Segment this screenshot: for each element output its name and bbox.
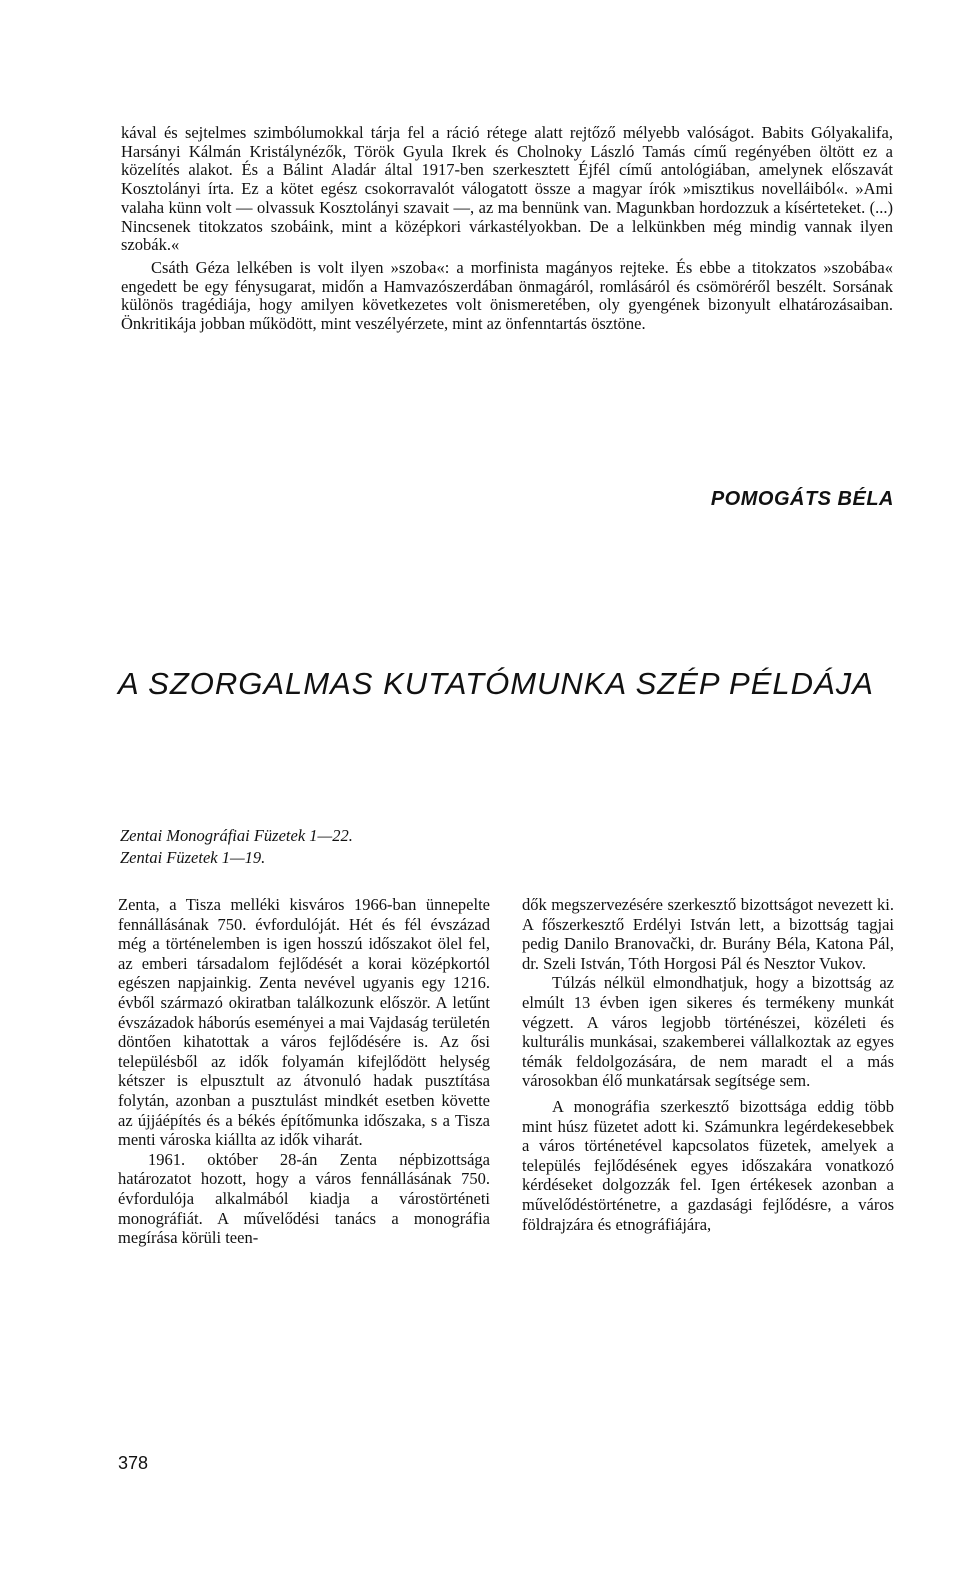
left-column (118, 895, 490, 1248)
source-line-2: Zentai Füzetek 1—19. (120, 848, 266, 867)
intro-paragraph-2: Csáth Géza lelkében is volt ilyen »szoba«: a morfinista magányos rejteke. És ebbe a titokzatos »szobába« engedett be egy fénysugarat, midőn a Hamvazószerdában önmagáról, romlásáról és csömöréről beszélt. Sorsának különös tragédiája, hogy amilyen következetes volt önismeretében, oly gyengének bizonyult elhatározásaiban. Önkritikája jobban működött, mint veszélyérzete, mint az önfenntartás ösztöne. (121, 257, 893, 334)
right-paragraph-1: dők megszervezésére szerkesztő bizottságot nevezett ki. A főszerkesztő Erdélyi István lett, a bizottság tagjai pedig Danilo Branovački, dr. Burány Béla, Katona Pál, dr. Szeli István, Tóth Horgosi Pál és Nesztor Vukov. (522, 895, 894, 973)
intro-text (121, 124, 893, 334)
left-paragraph-1: Zenta, a Tisza melléki kisváros 1966-ban ünnepelte fennállásának 750. évfordulóját. Hét és fél évszázad még a történelemben is igen hosszú időszakot ölel fel, az emberi társadalom fejlődését a korai középkortól egészen napjainkig. Zenta nevével ugyanis egy 1216. évből származó okiratban találkozunk először. A letűnt évszázadok háborús eseményei a mai Vajdaság területén döntően kihatottak a város fejlődésére is. Az ősi településből az idők folyamán kifejlődött helység kétszer is elpusztult az átvonuló hadak pusztítása folytán, azonban a pusztulást mindkét esetben követte az újjáépítés és a békés építőmunka időszaka, s a Tisza menti városka kiállta az idők viharát. (118, 895, 490, 1150)
page-number: 378 (118, 1453, 149, 1473)
article-title: A SZORGALMAS KUTATÓMUNKA SZÉP PÉLDÁJA (118, 666, 874, 701)
author-signature: POMOGÁTS BÉLA (710, 488, 894, 510)
source-line-1: Zentai Monográfiai Füzetek 1—22. (120, 826, 353, 845)
source-citation (120, 825, 620, 869)
right-paragraph-2: Túlzás nélkül elmondhatjuk, hogy a bizottság az elmúlt 13 évben igen sikeres és termékeny munkát végzett. A város legjobb történészei, közéleti és kulturális munkásai, szakemberei vállalkoztak az egyes témák feldolgozására, de nem maradt el a más városokban élő munkatársak segítsége sem. (522, 973, 894, 1091)
right-column (522, 895, 894, 1234)
right-paragraph-3: A monográfia szerkesztő bizottsága eddig több mint húsz füzetet adott ki. Számunkra legérdekesebbek a város történetével kapcsolatos füzetek, amelyek a település fejlődésének egyes időszakára vonatkozó kérdéseket dolgozzák fel. Igen értékesek azonban a művelődéstörténetre, a gazdasági fejlődésre, a város földrajzára és etnográfiájára, (522, 1096, 894, 1234)
left-paragraph-2: 1961. október 28-án Zenta népbizottsága határozatot hozott, hogy a város fennállásának 750. évfordulója alkalmából kiadja a várostörténeti monográfiát. A művelődési tanács a monográfia megírása körüli teen- (118, 1149, 490, 1248)
intro-paragraph-1: kával és sejtelmes szimbólumokkal tárja fel a ráció rétege alatt rejtőző mélyebb valóságot. Babits Gólyakalifa, Harsányi Kálmán Kristálynézők, Török Gyula Ikrek és Cholnoky László Tamás című regényében öltött ez a közelítés alakot. És a Bálint Aladár által 1917-ben szerkesztett Éjfél című antológiában, amelynek előszavát Kosztolányi írta. Ez a kötet egész csokorravalót válogatott össze a magyar írók »misztikus novelláiból«. »Ami valaha künn volt — olvassuk Kosztolányi szavait —, az ma bennünk van. Magunkban hordozzuk a kísérteteket. (...) Nincsenek titokzatos szobáink, mint a középkori várkastélyokban. De a lelkünkben még mindig vannak ilyen szobák.« (121, 123, 893, 255)
